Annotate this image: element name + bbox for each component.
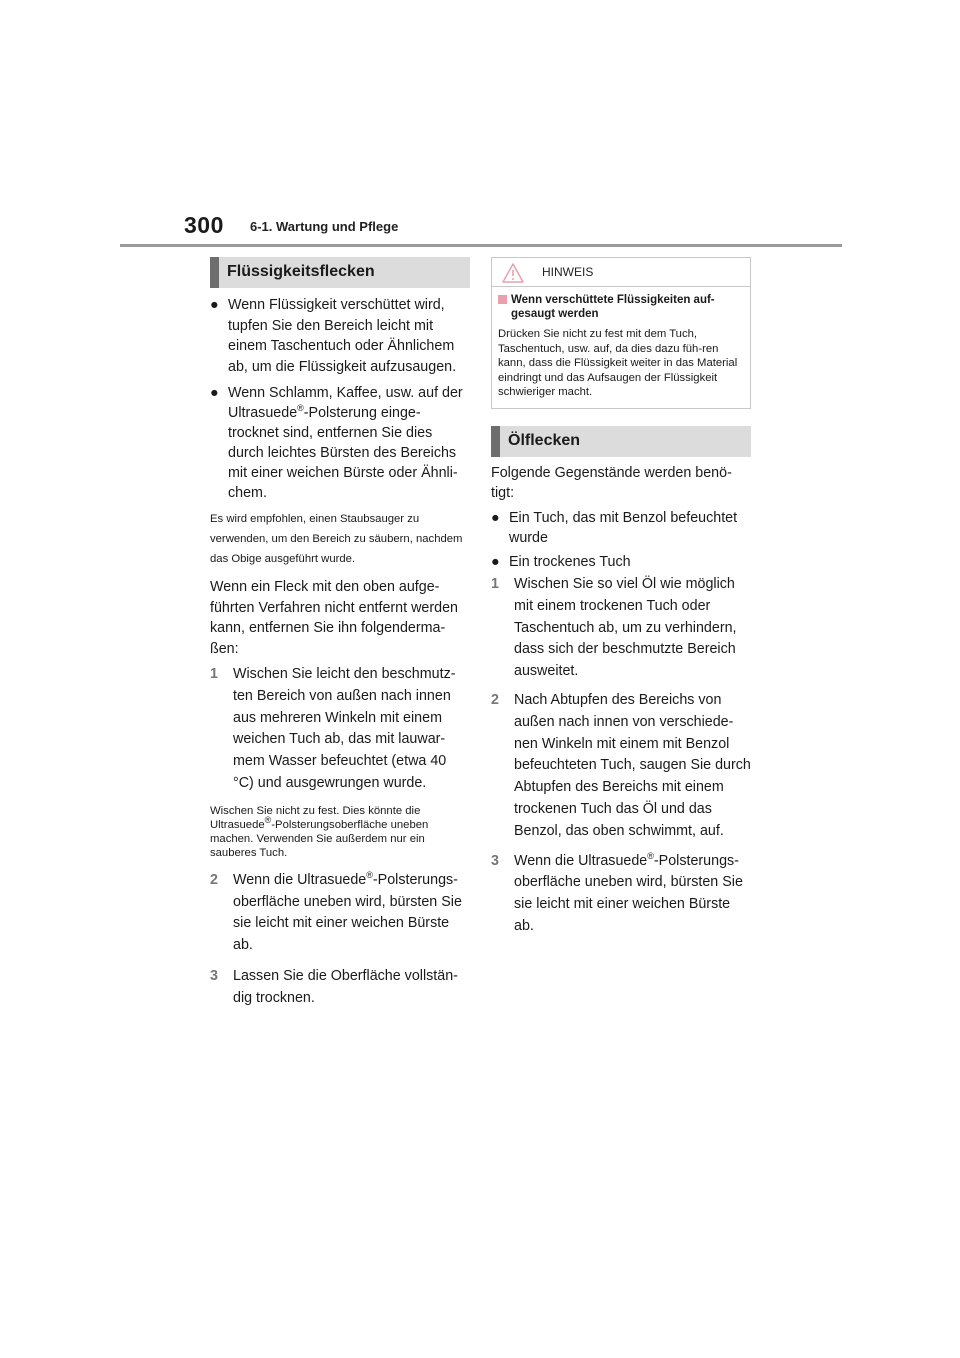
- registered-mark: ®: [297, 403, 304, 414]
- bullet-text: -Polsterung einge-trocknet sind, entfernen Sie dies durch leichtes Bürsten des Bereichs mit einer weichen Bürste oder Ähnli-chem.: [228, 405, 458, 501]
- bullet-dot: ●: [210, 385, 219, 401]
- step-text: Wischen Sie leicht den beschmutz-ten Bereich von außen nach innen aus mehreren Winkeln mit einem weichen Tuch ab, das mit lauwar-mem Wasser befeuchtet (etwa 40 °C) und ausgewrungen wurde.: [233, 666, 456, 791]
- bullet-item: [210, 383, 470, 503]
- notice-title: Wenn verschüttete Flüssigkeiten auf-gesaugt werden: [498, 293, 743, 321]
- bullet-text: Wenn Schlamm, Kaffee, usw. auf der Ultrasuede: [228, 385, 463, 421]
- page-number: 300: [184, 212, 224, 238]
- step-number: 1: [210, 666, 218, 682]
- step-item: [210, 966, 470, 1010]
- bullet-text: Ein Tuch, das mit Benzol befeuchtet wurde: [509, 509, 738, 546]
- note-text: Es wird empfohlen, einen Staubsauger zu verwenden, um den Bereich zu säubern, nachdem das Obige ausgeführt wurde.: [210, 513, 463, 565]
- bullet-item: [491, 552, 751, 573]
- left-column: [210, 257, 470, 1010]
- section-title: 6-1. Wartung und Pflege: [250, 219, 399, 234]
- step-number: 2: [491, 691, 499, 708]
- notice-body: Drücken Sie nicht zu fest mit dem Tuch, Taschentuch, usw. auf, da dies dazu füh-ren kann, dass die Flüssigkeit weiter in das Material eindringt und das Aufsaugen der Flüssigkeit schwieriger macht.: [498, 328, 738, 398]
- square-bullet-icon: [498, 295, 507, 304]
- registered-mark: ®: [366, 870, 373, 881]
- step-number: 1: [491, 576, 499, 592]
- step-text: Lassen Sie die Oberfläche vollstän-dig trocknen.: [233, 967, 458, 1006]
- step-item: [210, 664, 470, 795]
- bullet-dot: ●: [210, 297, 219, 313]
- step-number: 3: [491, 852, 499, 869]
- warning-triangle-icon: [502, 263, 524, 283]
- step-item: 3 Wenn die Ultrasuede®-Polsterungs-oberfläche uneben wird, bürsten Sie sie leicht mit einer weichen Bürste ab.: [491, 850, 743, 934]
- bullet-dot: ●: [491, 509, 500, 526]
- intro-text: Wenn ein Fleck mit den oben aufge-führten Verfahren nicht entfernt werden kann, entfernen Sie ihn folgenderma-ßen:: [210, 579, 458, 657]
- bullet-text: Wenn Flüssigkeit verschüttet wird, tupfen Sie den Bereich leicht mit einem Taschentuch oder Ähnlichem ab, um die Flüssigkeit aufzusaugen.: [228, 297, 457, 375]
- bullet-dot: ●: [491, 553, 500, 570]
- step-text: Wischen Sie so viel Öl wie möglich mit einem trockenen Tuch oder Taschentuch ab, um zu verhindern, dass sich der beschmutzte Bereich ausweitet.: [514, 576, 737, 680]
- note-text: Wischen Sie nicht zu fest. Dies könnte die Ultrasuede®-Polsterungsoberfläche uneben machen. Verwenden Sie außerdem nur ein sauberes Tuch.: [210, 804, 429, 859]
- intro-text: Folgende Gegenstände werden benö-tigt:: [491, 464, 732, 501]
- step-text: Nach Abtupfen des Bereichs von außen nach innen von verschiede-nen Winkeln mit einem mit Benzol befeuchteten Tuch, saugen Sie durch Abtupfen des Bereichs mit einem trockenen Tuch das Öl und das Benzol, das oben schwimmt, auf.: [514, 691, 751, 839]
- notice-label: HINWEIS: [542, 265, 594, 279]
- notice-box: [491, 257, 751, 409]
- step-item: 2 Wenn die Ultrasuede®-Polsterungs-oberfläche uneben wird, bürsten Sie sie leicht mit einer weichen Bürste ab.: [210, 870, 462, 954]
- notice-header: [492, 258, 750, 287]
- header-divider: [120, 244, 842, 247]
- bullet-text: Ein trockenes Tuch: [509, 553, 631, 570]
- heading-oelflecken: Ölflecken: [491, 426, 751, 457]
- step-item: [491, 574, 751, 683]
- right-column: [491, 257, 751, 938]
- heading-fluessigkeitsflecken: Flüssigkeitsflecken: [210, 257, 470, 288]
- step-number: 3: [210, 967, 218, 984]
- registered-mark: ®: [647, 850, 654, 861]
- step-item: [491, 690, 751, 843]
- registered-mark: ®: [264, 815, 272, 826]
- bullet-item: [210, 295, 470, 377]
- bullet-item: [491, 508, 751, 549]
- step-number: 2: [210, 871, 218, 888]
